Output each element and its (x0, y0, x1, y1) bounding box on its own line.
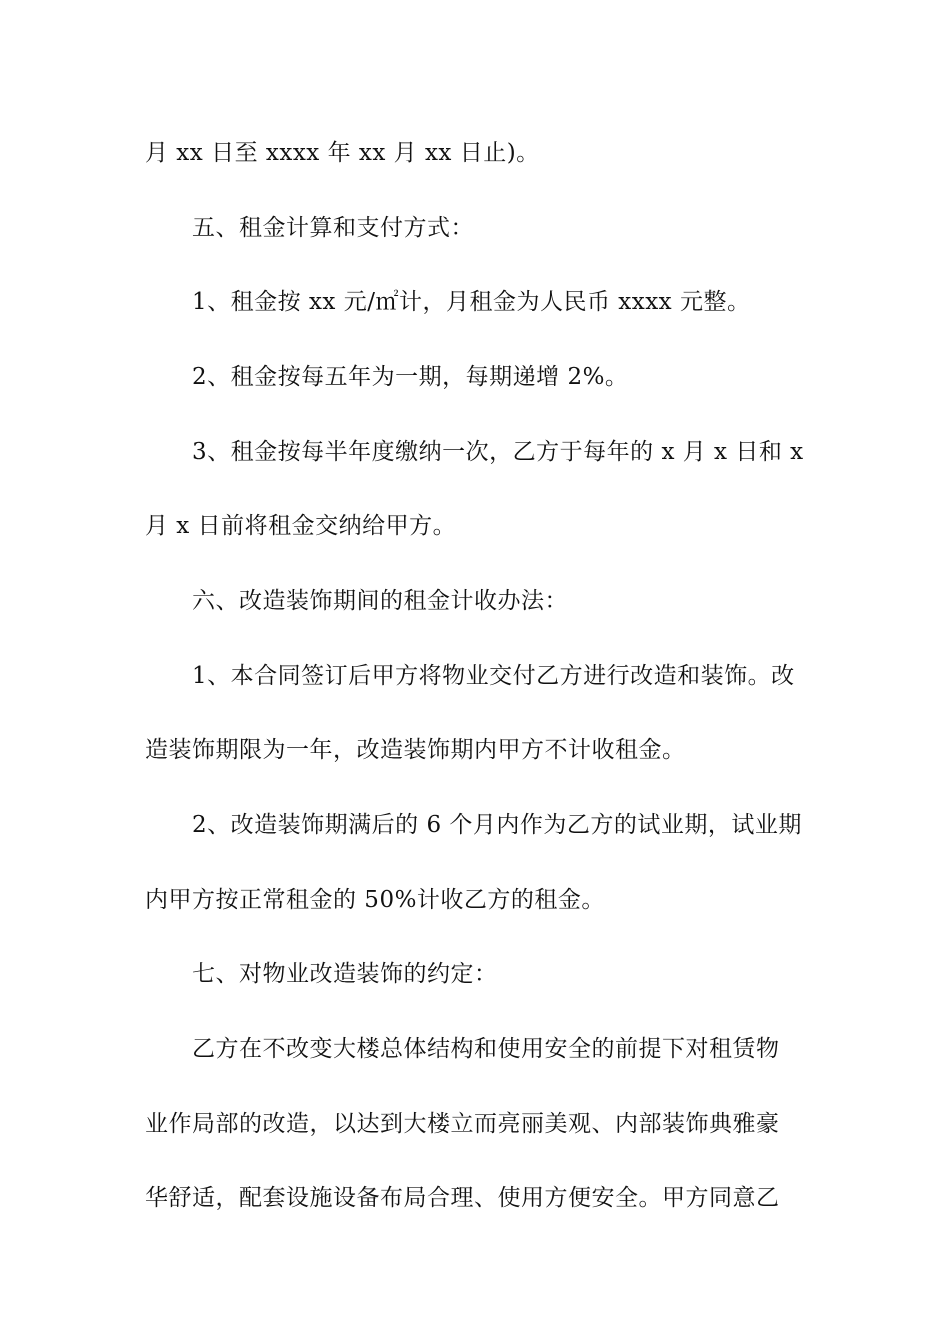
text-line-14: 业作局部的改造，以达到大楼立而亮丽美观、内部装饰典雅豪 (145, 1111, 780, 1137)
section-heading-6: 六、改造装饰期间的租金计收办法： (192, 588, 568, 614)
text-line-15: 华舒适，配套设施设备布局合理、使用方便安全。甲方同意乙 (145, 1185, 780, 1211)
text-line-5: 3、租金按每半年度缴纳一次，乙方于每年的 x 月 x 日和 x (192, 439, 804, 465)
section-heading-5: 五、租金计算和支付方式： (192, 215, 474, 241)
text-line-8: 1、本合同签订后甲方将物业交付乙方进行改造和装饰。改 (192, 663, 795, 689)
text-line-10: 2、改造装饰期满后的 6 个月内作为乙方的试业期，试业期 (192, 812, 802, 838)
text-line-3: 1、租金按 xx 元/㎡计，月租金为人民币 xxxx 元整。 (192, 289, 751, 315)
text-line-1: 月 xx 日至 xxxx 年 xx 月 xx 日止)。 (145, 140, 540, 166)
text-line-6: 月 x 日前将租金交纳给甲方。 (145, 513, 457, 539)
text-line-11: 内甲方按正常租金的 50%计收乙方的租金。 (145, 887, 605, 913)
text-line-13: 乙方在不改变大楼总体结构和使用安全的前提下对租赁物 (192, 1036, 780, 1062)
section-heading-7: 七、对物业改造装饰的约定： (192, 961, 498, 987)
text-line-9: 造装饰期限为一年，改造装饰期内甲方不计收租金。 (145, 737, 686, 763)
text-line-4: 2、租金按每五年为一期，每期递增 2%。 (192, 364, 629, 390)
